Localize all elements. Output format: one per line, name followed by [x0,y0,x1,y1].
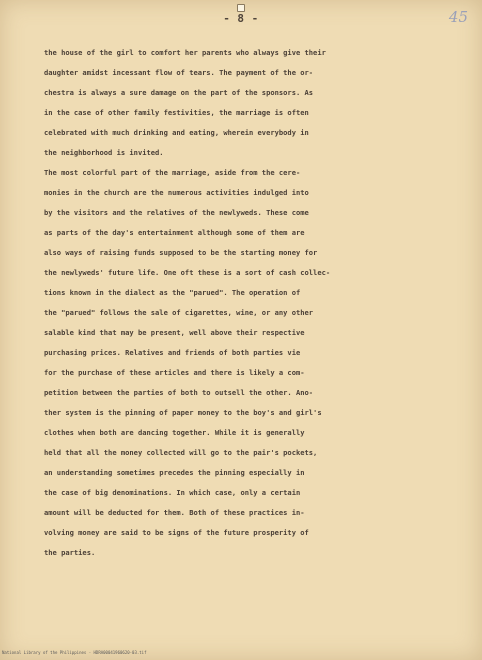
text-line: daughter amidst incessant flow of tears. The payment of the or- [44,68,314,77]
text-line: the "parued" follows the sale of cigarettes, wine, or any other [44,308,314,317]
text-line: the case of big denominations. In which case, only a certain [44,488,301,497]
text-line: by the visitors and the relatives of the newlyweds. These come [44,208,309,217]
text-line: monies in the church are the numerous activities indulged into [44,188,309,197]
text-line: celebrated with much drinking and eating, wherein everybody in [44,128,309,137]
text-line: chestra is always a sure damage on the part of the sponsors. As [44,88,314,97]
text-line: volving money are said to be signs of the future prosperity of [44,528,309,537]
text-line: also ways of raising funds supposed to be the starting money for [44,248,318,257]
text-line: for the purchase of these articles and there is likely a com- [44,368,305,377]
text-line: petition between the parties of both to outsell the other. Ano- [44,388,314,397]
text-line: salable kind that may be present, well above their respective [44,328,305,337]
archive-footer-stamp: National Library of the Philippines · HDRA00041960620-03.tif [2,650,147,655]
binder-hole-mark [237,4,245,12]
text-line: amount will be deducted for them. Both of these practices in- [44,508,305,517]
text-line: the neighborhood is invited. [44,148,164,157]
text-line: tions known in the dialect as the "parued". The operation of [44,288,301,297]
text-line: as parts of the day's entertainment although some of them are [44,228,305,237]
text-line: purchasing prices. Relatives and friends of both parties vie [44,348,301,357]
page-number: - 8 - [223,12,259,25]
text-line: The most colorful part of the marriage, aside from the cere- [44,168,301,177]
text-line: ther system is the pinning of paper money to the boy's and girl's [44,408,322,417]
handwritten-folio-number: 45 [448,8,468,26]
text-line: the house of the girl to comfort her parents who always give their [44,48,326,57]
text-line: an understanding sometimes precedes the pinning especially in [44,468,305,477]
text-line: the newlyweds' future life. One oft these is a sort of cash collec- [44,268,331,277]
text-line: held that all the money collected will go to the pair's pockets, [44,448,318,457]
text-line: the parties. [44,548,96,557]
text-line: clothes when both are dancing together. While it is generally [44,428,305,437]
typewritten-body [44,43,464,563]
text-line: in the case of other family festivities, the marriage is often [44,108,309,117]
